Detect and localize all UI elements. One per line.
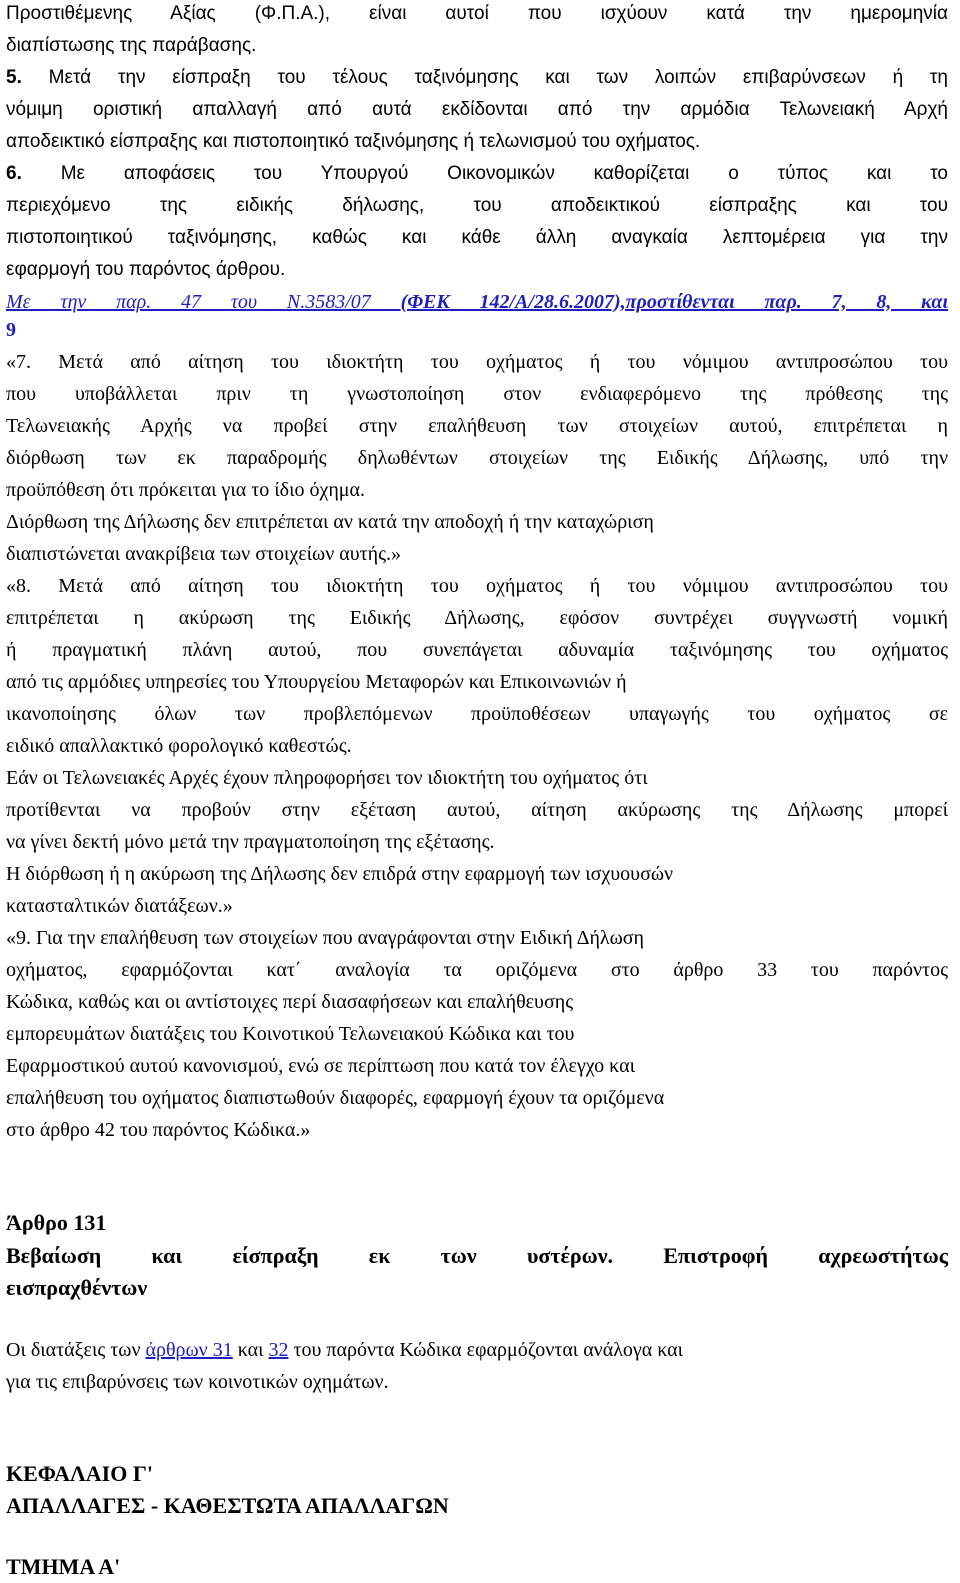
paragraph-line: Τελωνειακής Αρχής να προβεί στην επαλήθευση των στοιχείων αυτού, επιτρέπεται η	[6, 415, 948, 437]
paragraph-line: επαλήθευση του οχήματος διαπιστωθούν διαφορές, εφαρμογή έχουν τα οριζόμενα	[6, 1087, 665, 1109]
paragraph-line: διόρθωση των εκ παραδρομής δηλωθέντων στοιχείων της Ειδικής Δήλωσης, υπό την	[6, 447, 948, 469]
paragraph-line: προτίθενται να προβούν στην εξέταση αυτού, αίτηση ακύρωσης της Δήλωσης μπορεί	[6, 799, 948, 821]
section-heading: ΤΜΗΜΑ Α'	[6, 1554, 121, 1579]
paragraph-line: Η διόρθωση ή η ακύρωση της Δήλωσης δεν επιδρά στην εφαρμογή των ισχυουσών	[6, 863, 674, 885]
paragraph-line: διαπίστωσης της παράβασης.	[6, 35, 257, 56]
paragraph-line: εμπορευμάτων διατάξεις του Κοινοτικού Τελωνειακού Κώδικα και του	[6, 1023, 575, 1045]
paragraph-number: 6.	[6, 163, 22, 184]
paragraph-line: εφαρμογή του παρόντος άρθρου.	[6, 259, 286, 280]
paragraph-line: κατασταλτικών διατάξεων.»	[6, 895, 233, 917]
article-body: Οι διατάξεις των άρθρων 31 και 32 του παρόντα Κώδικα εφαρμόζονται ανάλογα και	[6, 1339, 683, 1361]
paragraph-line: Διόρθωση της Δήλωσης δεν επιτρέπεται αν κατά την αποδοχή ή την καταχώριση	[6, 511, 654, 533]
article-31-link[interactable]: άρθρων 31	[145, 1339, 233, 1361]
amendment-law-reference: Με την παρ. 47 του Ν.3583/07	[6, 291, 401, 313]
article-32-link[interactable]: 32	[268, 1339, 289, 1361]
article-title: Βεβαίωση και είσπραξη εκ των υστέρων. Επιστροφή αχρεωστήτως	[6, 1243, 948, 1268]
paragraph-number: 5.	[6, 67, 22, 88]
paragraph-line: που υποβάλλεται πριν τη γνωστοποίηση στον ενδιαφερόμενο της πρόθεσης της	[6, 383, 948, 405]
paragraph-line: επιτρέπεται η ακύρωση της Ειδικής Δήλωσης, εφόσον συντρέχει συγγνωστή νομική	[6, 607, 948, 629]
paragraph-line: Προστιθέμενης Αξίας (Φ.Π.Α.), είναι αυτοί που ισχύουν κατά την ημερομηνία	[6, 3, 948, 24]
paragraph-line: Κώδικα, καθώς και οι αντίστοιχες περί διασαφήσεων και επαλήθευσης	[6, 991, 574, 1013]
chapter-heading: ΚΕΦΑΛΑΙΟ Γ'	[6, 1461, 153, 1486]
paragraph-line: προϋπόθεση ότι πρόκειται για το ίδιο όχημα.	[6, 479, 366, 501]
paragraph-line: οχήματος, εφαρμόζονται κατ΄ αναλογία τα οριζόμενα στο άρθρο 33 του παρόντος	[6, 959, 948, 981]
paragraph-line: στο άρθρο 42 του παρόντος Κώδικα.»	[6, 1119, 311, 1141]
paragraph-line: να γίνει δεκτή μόνο μετά την πραγματοποίηση της εξέτασης.	[6, 831, 495, 853]
paragraph-line: αποδεικτικό είσπραξης και πιστοποιητικό ταξινόμησης ή τελωνισμού του οχήματος.	[6, 131, 701, 152]
chapter-subtitle: ΑΠΑΛΛΑΓΕΣ - ΚΑΘΕΣΤΩΤΑ ΑΠΑΛΛΑΓΩΝ	[6, 1493, 449, 1518]
paragraph-6-line: 6. Με αποφάσεις του Υπουργού Οικονομικών καθορίζεται ο τύπος και το	[6, 163, 948, 184]
paragraph-line: ικανοποίησης όλων των προβλεπόμενων προϋποθέσεων υπαγωγής του οχήματος σε	[6, 703, 948, 725]
paragraph-9-line: «9. Για την επαλήθευση των στοιχείων που αναγράφονται στην Ειδική Δήλωση	[6, 927, 644, 949]
amendment-note-continuation: 9	[6, 319, 16, 341]
paragraph-line: ή πραγματική πλάνη αυτού, που συνεπάγεται αδυναμία ταξινόμησης του οχήματος	[6, 639, 948, 661]
amendment-note	[6, 290, 948, 314]
paragraph-line: πιστοποιητικού ταξινόμησης, καθώς και κάθε άλλη αναγκαία λεπτομέρεια για την	[6, 227, 948, 248]
paragraph-line: Εφαρμοστικού αυτού κανονισμού, ενώ σε περίπτωση που κατά τον έλεγχο και	[6, 1055, 635, 1077]
article-number: Άρθρο 131	[6, 1210, 107, 1235]
paragraph-8-line: «8. Μετά από αίτηση του ιδιοκτήτη του οχήματος ή του νόμιμου αντιπροσώπου του	[6, 575, 948, 597]
article-body-continuation: για τις επιβαρύνσεις των κοινοτικών οχημάτων.	[6, 1371, 389, 1393]
paragraph-line: διαπιστώνεται ανακρίβεια των στοιχείων αυτής.»	[6, 543, 402, 565]
article-title-continuation: εισπραχθέντων	[6, 1275, 148, 1300]
paragraph-line: νόμιμη οριστική απαλλαγή από αυτά εκδίδονται από την αρμόδια Τελωνειακή Αρχή	[6, 99, 948, 120]
paragraph-line: περιεχόμενο της ειδικής δήλωσης, του αποδεικτικού είσπραξης και του	[6, 195, 948, 216]
paragraph-7-line: «7. Μετά από αίτηση του ιδιοκτήτη του οχήματος ή του νόμιμου αντιπροσώπου του	[6, 351, 948, 373]
paragraph-line: Εάν οι Τελωνειακές Αρχές έχουν πληροφορήσει τον ιδιοκτήτη του οχήματος ότι	[6, 767, 648, 789]
paragraph-line: ειδικό απαλλακτικό φορολογικό καθεστώς.	[6, 735, 352, 757]
paragraph-5-line: 5. Μετά την είσπραξη του τέλους ταξινόμησης και των λοιπών επιβαρύνσεων ή τη	[6, 67, 948, 88]
paragraph-line: από τις αρμόδιες υπηρεσίες του Υπουργείου Μεταφορών και Επικοινωνιών ή	[6, 671, 627, 693]
amendment-gazette-reference: (ΦΕΚ 142/Α/28.6.2007),προστίθενται παρ. 7, 8, και	[400, 291, 949, 313]
